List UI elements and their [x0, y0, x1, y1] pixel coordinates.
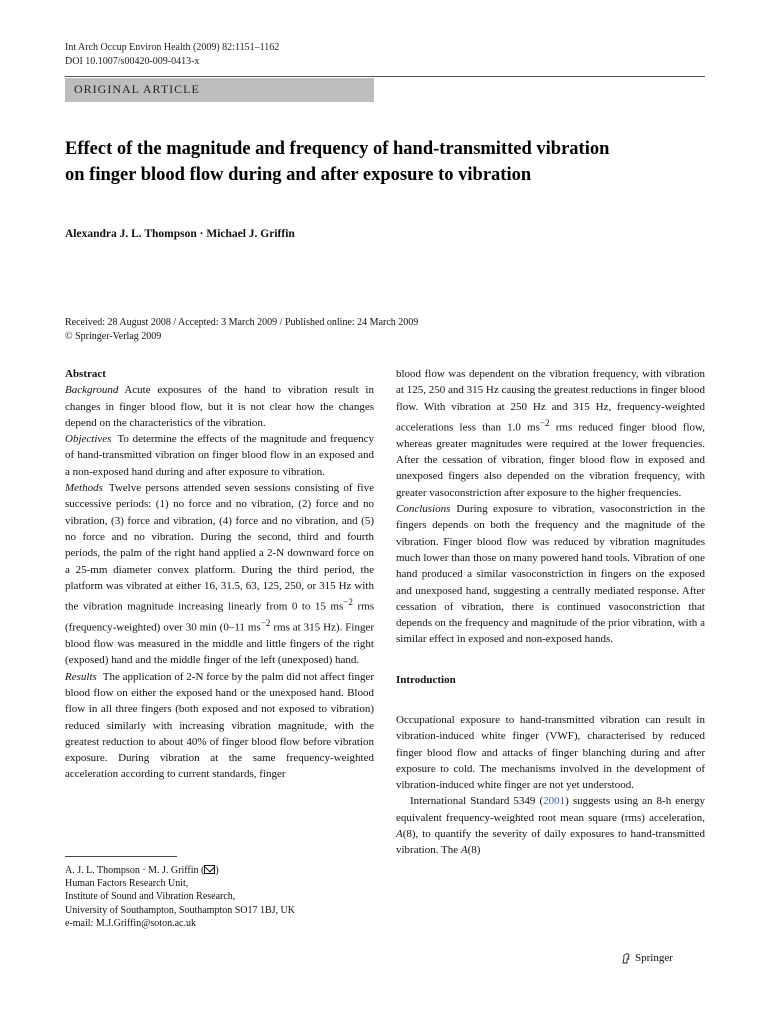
abstract-results-continued: [396, 366, 705, 501]
citation-link-2001[interactable]: 2001: [543, 795, 566, 808]
affiliation-names: [65, 864, 295, 877]
publisher-name: Springer: [635, 952, 673, 964]
received-dates: Received: 28 August 2008 / Accepted: 3 March 2009 / Published online: 24 March 2009: [65, 317, 419, 328]
journal-header: [65, 41, 279, 69]
methods-superscript-2: −2: [260, 618, 271, 629]
affiliation-footnote: [65, 864, 295, 930]
abstract-heading: Abstract: [65, 368, 106, 380]
doi: DOI 10.1007/s00420-009-0413-x: [65, 56, 200, 67]
springer-horse-icon: [620, 952, 632, 964]
right-column: [396, 366, 705, 859]
affiliation-institute: Institute of Sound and Vibration Research,: [65, 891, 236, 903]
results-superscript: −2: [539, 417, 550, 428]
conclusions-text: During exposure to vibration, vasoconstriction in the fingers depends on both the frequency and the magnitude of the vibration. Finger blood flow was reduced by vibration magnitudes much lower than those on many powered hand tools. Vibration of one hand produced a similar vasoconstriction in fingers on the exposed and unexposed hand, suggesting a centrally mediated response. After cessation of vibration, there is continued vasoconstriction that depends on the frequency and magnitude of the prior vibration, with a similar effect in exposed and non-exposed hands.: [396, 503, 705, 646]
intro-p2-tail: (8): [467, 844, 481, 857]
introduction-paragraph-2: [396, 793, 705, 858]
abstract-methods: [65, 480, 374, 669]
results-text-c: rms reduced finger blood flow, whereas greater magnitudes were required at the lower frequencies. After the cessation of vibration, finger blood flow in exposed and unexposed fingers also depended on the vibration frequency, with greater vasoconstriction after exposure to the higher frequencies.: [396, 421, 705, 499]
article-title: Effect of the magnitude and frequency of hand-transmitted vibration on finger blood flow during and after exposure to vibration: [65, 139, 610, 185]
dates-block: [65, 316, 418, 344]
methods-text-b: rms (frequency-weighted) over 30 min (0–11 ms: [65, 600, 374, 634]
objectives-label: Objectives: [65, 433, 112, 446]
background-label: Background: [65, 384, 119, 397]
affiliation-email[interactable]: e-mail: M.J.Griffin@soton.ac.uk: [65, 917, 196, 929]
affiliation-university: University of Southampton, Southampton SO17 1BJ, UK: [65, 904, 296, 916]
envelope-icon: [204, 865, 215, 874]
methods-superscript-1: −2: [343, 597, 353, 608]
conclusions-label: Conclusions: [396, 503, 451, 516]
authors: Alexandra J. L. Thompson · Michael J. Griffin: [65, 228, 295, 240]
left-column: [65, 366, 374, 783]
header-rule: [65, 76, 705, 77]
introduction-paragraph-1: Occupational exposure to hand-transmitted vibration can result in vibration-induced white finger (VWF), characterised by reduced finger blood flow and attacks of finger blanching during and after exposure to cold. The mechanisms involved in the development of vibration-induced white finger are not yet understood.: [396, 714, 705, 792]
abstract-results: [65, 669, 374, 783]
methods-text-c: rms at 315 Hz). Finger blood flow was measured in the middle and little fingers of the right (exposed) hand and the middle finger of the left (unexposed) hand.: [65, 621, 374, 667]
section-label: ORIGINAL ARTICLE: [65, 78, 374, 102]
names-close-paren: ): [215, 865, 219, 876]
objectives-text: To determine the effects of the magnitude and frequency of hand-transmitted vibration on finger blood flow in an exposed and a non-exposed hand during and after exposure to vibration.: [65, 433, 374, 478]
results-label: Results: [65, 670, 97, 683]
intro-p2-text-c: (8), to quantify the severity of daily exposures to hand-transmitted vibration. The: [396, 828, 705, 857]
results-text-a: The application of 2-N force by the palm did not affect finger blood flow on either the exposed hand or the unexposed hand. Blood flow in all three fingers (both exposed and not exposed to vibration) reduced similarly with increasing vibration magnitude, with the greatest reduction to about 40% of finger blood flow before vibration exposure. During vibration at the same frequency-weighted acceleration according to current standards, finger: [65, 670, 374, 781]
copyright: © Springer-Verlag 2009: [65, 331, 162, 342]
results-text-b: blood flow was dependent on the vibration frequency, with vibration at 125, 250 and 315 Hz causing the greatest reductions in finger blood flow. With vibration at 250 Hz and 315 Hz, frequency-weighted accelerations less than 1.0 ms: [396, 368, 705, 434]
intro-p2-text-b: ) suggests using an 8-h energy equivalent frequency-weighted root mean square (rms) acceleration,: [396, 795, 705, 824]
publisher-mark: [620, 952, 673, 964]
intro-p2-text-a: International Standard 5349 (: [410, 795, 544, 808]
abstract-conclusions: [396, 501, 705, 648]
abstract-objectives: [65, 431, 374, 480]
a8-symbol-2: A: [460, 844, 468, 857]
author-names: A. J. L. Thompson · M. J. Griffin (: [65, 865, 205, 876]
introduction-heading: Introduction: [396, 673, 456, 686]
methods-text-a: Twelve persons attended seven sessions consisting of five successive periods: (1) no force and no vibration, (2) force and no vibration, (3) force and vibration, (4) force and no vibration, and (5) no force and no vibration. During the second, third and fourth periods, the palm of the right hand applied a 2-N downward force on a 25-mm diameter convex platform. During the third period, the platform was vibrated at either 16, 31.5, 63, 125, 250, or 315 Hz with the vibration magnitude increasing linearly from 0 to 15 ms: [65, 482, 374, 613]
methods-label: Methods: [65, 482, 103, 495]
a8-symbol: A: [396, 828, 403, 841]
footnote-rule: [65, 856, 177, 857]
abstract-background: [65, 382, 374, 431]
background-text: Acute exposures of the hand to vibration result in changes in finger blood flow, but it is not clear how the changes depend on the characteristics of the vibration.: [65, 384, 374, 429]
affiliation-unit: Human Factors Research Unit,: [65, 878, 189, 890]
journal-citation: Int Arch Occup Environ Health (2009) 82:1151–1162: [65, 42, 280, 53]
